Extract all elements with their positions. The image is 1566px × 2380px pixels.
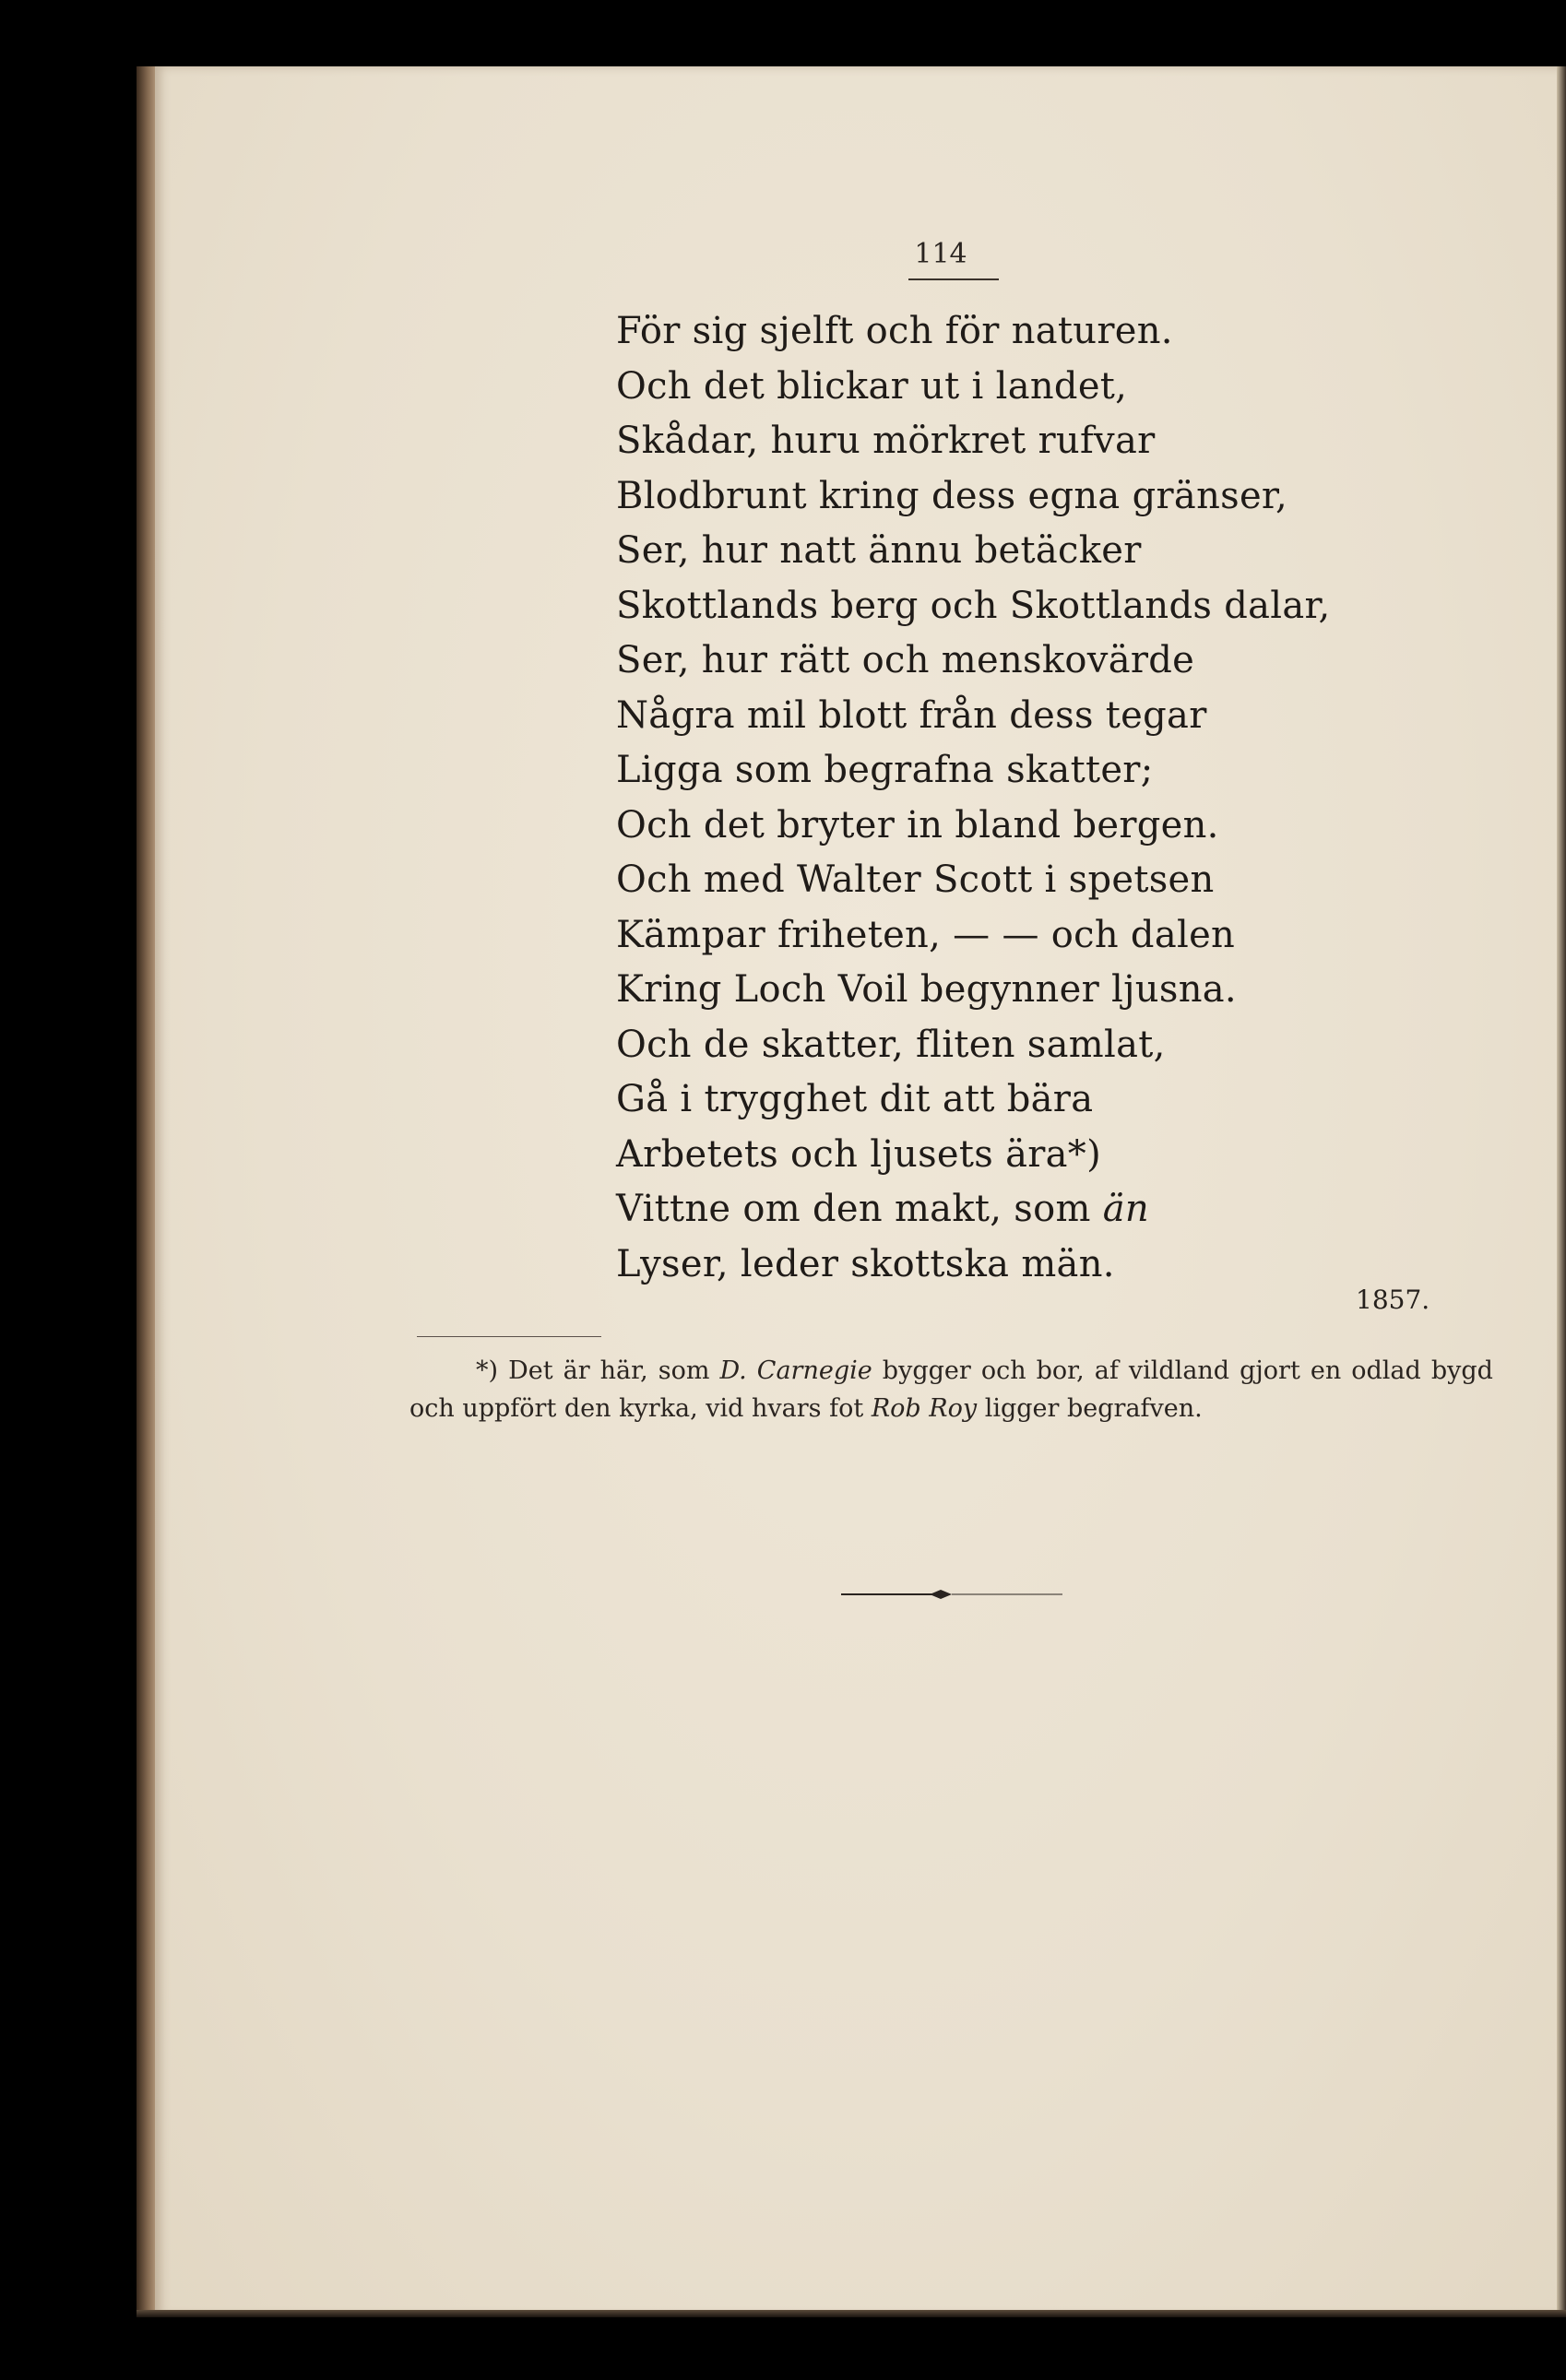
footnote-text: ligger begrafven. xyxy=(984,1394,1203,1423)
poem-line: Gå i trygghet dit att bära xyxy=(616,1078,1094,1120)
footnote-name: Rob Roy xyxy=(871,1394,978,1423)
poem-line: Ser, hur natt ännu betäcker xyxy=(616,529,1142,572)
end-ornament xyxy=(841,1588,1062,1601)
book-spine-edge xyxy=(136,66,157,2316)
poem-line: Blodbrunt kring dess egna gränser, xyxy=(616,474,1287,517)
poem-line: Och med Walter Scott i spetsen xyxy=(616,858,1215,901)
poem-line: Lyser, leder skottska män. xyxy=(616,1242,1115,1285)
poem-line: Några mil blott från dess tegar xyxy=(616,693,1207,737)
poem-line: Kring Loch Voil begynner ljusna. xyxy=(616,968,1237,1011)
poem-line: Arbetets och ljusets ära*) xyxy=(616,1132,1102,1176)
footnote-marker: *) xyxy=(476,1356,499,1385)
poem-line: Och det blickar ut i landet, xyxy=(616,364,1128,408)
footnote-rule xyxy=(417,1336,601,1337)
poem-line: Och det bryter in bland bergen. xyxy=(616,803,1219,847)
poem-line: Skådar, huru mörkret rufvar xyxy=(616,420,1156,462)
poem-line: Och de skatter, fliten samlat, xyxy=(616,1023,1166,1066)
poem-line xyxy=(616,1182,1354,1237)
poem-year: 1857. xyxy=(1356,1285,1430,1315)
poem-line: Kämpar friheten, — — och dalen xyxy=(616,913,1236,956)
poem-line-text: Vittne om den makt, som xyxy=(616,1188,1091,1230)
poem-italic-word: än xyxy=(1102,1188,1149,1230)
poem-line: Ser, hur rätt och menskovärde xyxy=(616,639,1195,681)
poem xyxy=(616,304,1354,1292)
footnote-text: Det är här, som xyxy=(508,1356,710,1385)
footnote-name: D. Carnegie xyxy=(719,1356,872,1385)
footnote-text: bygger och bor, af vildland gjort en odlad bygd och uppfört den kyrka, vid hvars fot xyxy=(409,1356,1493,1423)
page-number-rule xyxy=(908,278,999,280)
page-bottom-edge xyxy=(136,2310,1566,2317)
poem-line: Ligga som begrafna skatter; xyxy=(616,749,1154,791)
page-right-edge xyxy=(1557,66,1566,2316)
footnote xyxy=(409,1352,1493,1427)
poem-line: För sig sjelft och för naturen. xyxy=(616,310,1173,352)
poem-line: Skottlands berg och Skottlands dalar, xyxy=(616,584,1331,627)
page-number: 114 xyxy=(914,238,967,270)
